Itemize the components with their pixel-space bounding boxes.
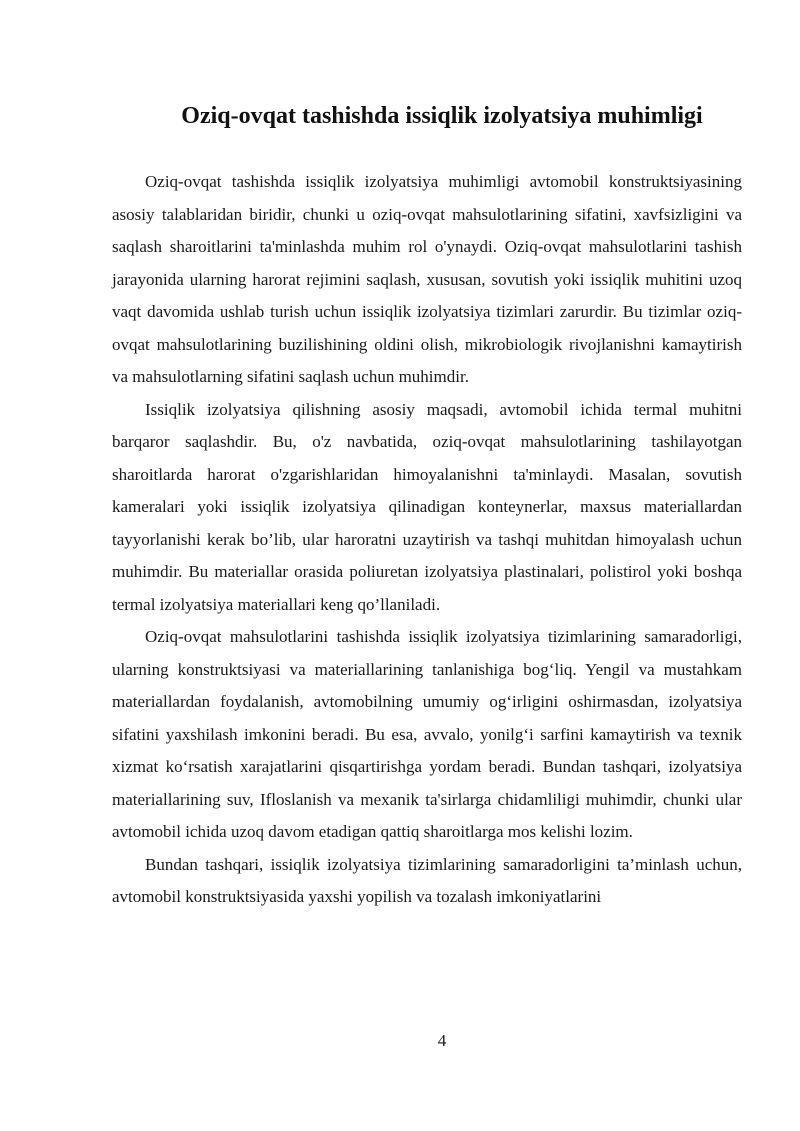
paragraph-3: Oziq-ovqat mahsulotlarini tashishda issiqlik izolyatsiya tizimlarining samaradorligi, ularning konstruktsiyasi va materiallarining tanlanishiga bog‘liq. Yengil va mustahkam materiallardan foydalanish, avtomobilning umumiy og‘irligini oshirmasdan, izolyatsiya sifatini yaxshilash imkonini beradi. Bu esa, avvalo, yonilg‘i sarfini kamaytirish va texnik xizmat ko‘rsatish xarajatlarini qisqartirishga yordam beradi. Bundan tashqari, izolyatsiya materiallarining suv, Ifloslanish va mexanik ta'sirlarga chidamliligi muhimdir, chunki ular avtomobil ichida uzoq davom etadigan qattiq sharoitlarga mos kelishi lozim.: [112, 627, 742, 841]
page-number: 4: [437, 1031, 447, 1050]
paragraph-1: Oziq-ovqat tashishda issiqlik izolyatsiya muhimligi avtomobil konstruktsiyasining asosiy talablaridan biridir, chunki u oziq-ovqat mahsulotlarining sifatini, xavfsizligini va saqlash sharoitlarini ta'minlashda muhim rol o'ynaydi. Oziq-ovqat mahsulotlarini tashish jarayonida ularning harorat rejimini saqlash, xususan, sovutish yoki issiqlik muhitini uzoq vaqt davomida ushlab turish uchun issiqlik izolyatsiya tizimlari zarurdir. Bu tizimlar oziq-ovqat mahsulotlarining buzilishining oldini olish, mikrobiologik rivojlanishni kamaytirish va mahsulotlarning sifatini saqlash uchun muhimdir.: [112, 172, 742, 386]
document-body: [112, 166, 742, 914]
paragraph-4: Bundan tashqari, issiqlik izolyatsiya tizimlarining samaradorligini ta’minlash uchun, avtomobil konstruktsiyasida yaxshi yopilish va tozalash imkoniyatlarini: [112, 854, 742, 906]
paragraph-2: Issiqlik izolyatsiya qilishning asosiy maqsadi, avtomobil ichida termal muhitni barqaror saqlashdir. Bu, o'z navbatida, oziq-ovqat mahsulotlarining tashilayotgan sharoitlarda harorat o'zgarishlaridan himoyalanishni ta'minlaydi. Masalan, sovutish kameralari yoki issiqlik izolyatsiya qilinadigan konteynerlar, maxsus materiallardan tayyorlanishi kerak bo’lib, ular haroratni uzaytirish va tashqi muhitdan himoyalash uchun muhimdir. Bu materiallar orasida poliuretan izolyatsiya plastinalari, polistirol yoki boshqa termal izolyatsiya materiallari keng qo’llaniladi.: [112, 399, 742, 614]
document-title: Oziq-ovqat tashishda issiqlik izolyatsiya muhimligi: [181, 103, 703, 129]
